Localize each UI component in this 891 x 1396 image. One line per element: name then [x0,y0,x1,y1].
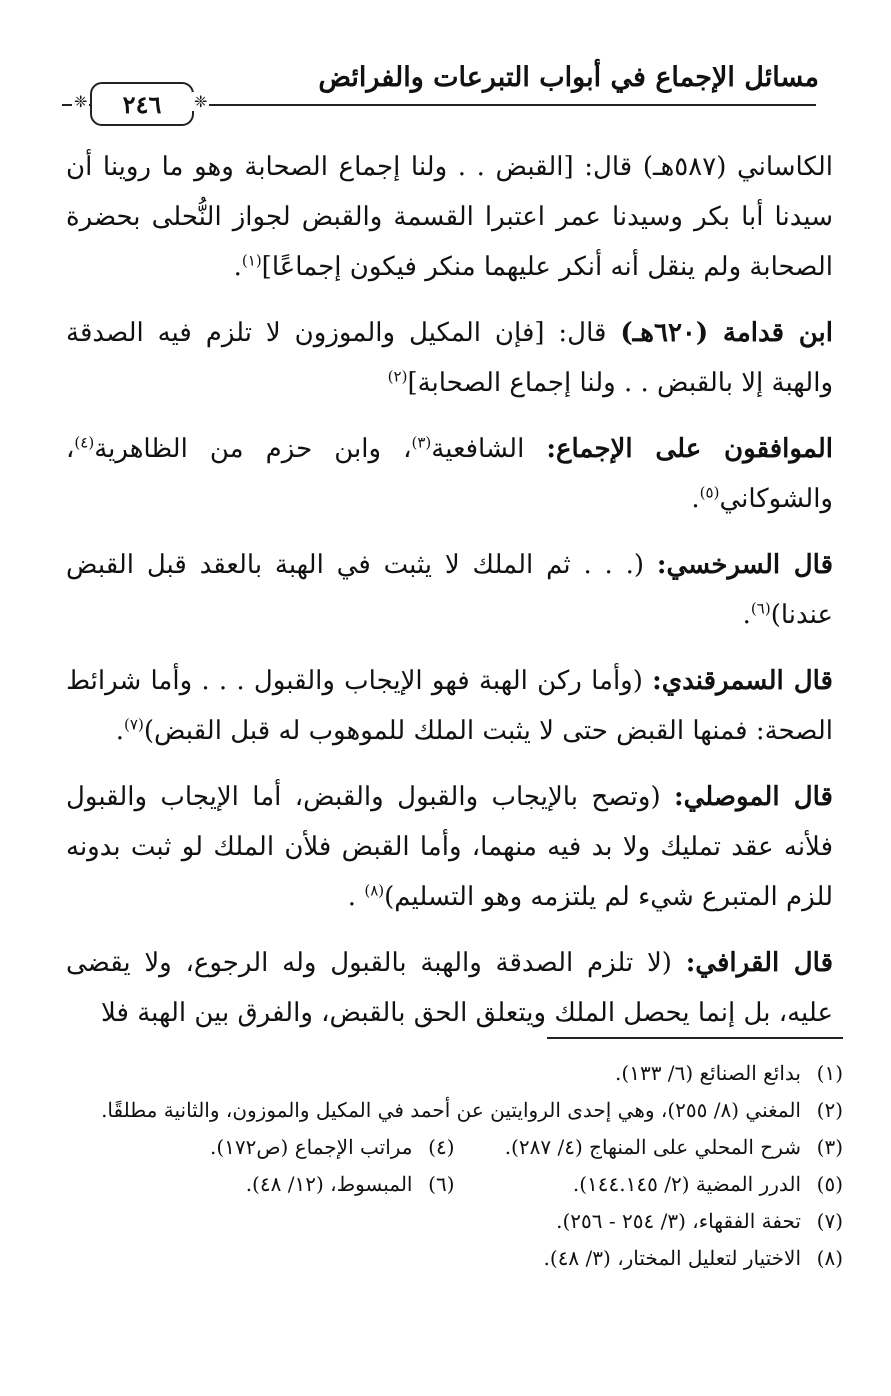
footnote-text: المغني (٨/ ٢٥٥)، وهي إحدى الروايتين عن أحمد في المكيل والموزون، والثانية مطلقًا. [101,1098,801,1122]
ornament-left-icon: ❈ [74,92,88,111]
paragraph-lead: قال الموصلي: [674,782,833,812]
footnote-5 [455,1166,844,1203]
paragraph-text: الكاساني (٥٨٧هـ) قال: [القبض . . ولنا إجماع الصحابة وهو ما روينا أن سيدنا أبا بكر وسيدنا عمر اعتبرا القسمة والقبض لجواز النُّحلى بحضرة الصحابة ولم ينقل أنه أنكر عليهما منكر فيكون إجماعًا] [66,152,833,282]
paragraph-lead: قال السرخسي: [656,550,833,580]
footnote-8 [66,1240,843,1277]
ornament-right-icon: ❈ [194,92,208,111]
footnote-ref: (٥) [699,483,720,502]
paragraph-end: . [347,882,365,912]
footnote-number: (٥) [816,1172,843,1196]
paragraph-sarakhsi [66,540,833,640]
footnote-number: (٣) [816,1135,843,1159]
main-text [66,142,833,1054]
paragraph-text: ، وابن حزم من الظاهرية [94,434,412,464]
footnote-2 [66,1092,843,1129]
paragraph-text: الشافعية [431,434,547,464]
paragraph-text: (وأما ركن الهبة فهو الإيجاب والقبول . . . وأما شرائط الصحة: فمنها القبض حتى لا يثبت الملك للموهوب له قبل القبض) [66,666,833,746]
footnote-number: (٨) [816,1246,843,1270]
footnote-ref: (٤) [74,433,95,452]
footnote-row [66,1129,843,1166]
paragraph-lead: ابن قدامة (٦٢٠هـ) [620,318,834,348]
page-number: ٢٤٦ [90,82,194,126]
running-title: مسائل الإجماع في أبواب التبرعات والفرائض [318,62,819,93]
footnote-ref: (٦) [750,599,771,618]
footnote-number: (٢) [816,1098,843,1122]
footnote-text: تحفة الفقهاء، (٣/ ٢٥٤ - ٢٥٦). [556,1209,801,1233]
paragraph-lead: قال السمرقندي: [652,666,833,696]
footnotes [66,1055,843,1277]
paragraph-end: . [115,716,125,746]
footnote-number: (٤) [428,1135,455,1159]
paragraph-ibn-qudama [66,308,833,408]
paragraph-text: (. . . ثم الملك لا يثبت في الهبة بالعقد قبل القبض عندنا) [66,550,833,630]
footnote-ref: (١) [241,251,262,270]
footnote-6 [66,1166,455,1203]
footnote-text: المبسوط، (١٢/ ٤٨). [245,1172,413,1196]
footnote-row [66,1166,843,1203]
paragraph-text: (وتصح بالإيجاب والقبول والقبض، أما الإيجاب والقبول فلأنه عقد تمليك ولا بد فيه منهما، وأما القبض فلأن الملك لو ثبت بدونه للزم المتبرع شيء لم يلتزمه وهو التسليم) [66,782,833,912]
footnote-ref: (٢) [387,367,408,386]
paragraph-agreeing [66,424,833,524]
footnote-ref: (٣) [411,433,432,452]
footnote-7 [66,1203,843,1240]
paragraph-text: ، والشوكاني [66,434,833,514]
footnote-text: الدرر المضية (٢/ ١٤٤.١٤٥). [572,1172,801,1196]
paragraph-mawsili [66,772,833,922]
paragraph-end: . [691,484,700,514]
footnote-number: (١) [816,1061,843,1085]
footnote-text: مراتب الإجماع (ص١٧٢). [209,1135,413,1159]
footnote-number: (٧) [816,1209,843,1233]
paragraph-end: . [233,252,242,282]
paragraph-samarqandi [66,656,833,756]
footnote-4 [66,1129,455,1166]
footnote-3 [455,1129,844,1166]
paragraph-lead: قال القرافي: [685,948,834,978]
paragraph-text: (لا تلزم الصدقة والهبة بالقبول وله الرجوع، ولا يقضى عليه، بل إنما يحصل الملك ويتعلق الحق بالقبض، والفرق بين الهبة فلا [66,948,833,1028]
footnote-number: (٦) [428,1172,455,1196]
paragraph-text: قال: [فإن المكيل والموزون لا تلزم فيه الصدقة والهبة إلا بالقبض . . ولنا إجماع الصحابة] [66,318,833,398]
paragraph-qarafi [66,938,833,1038]
footnote-ref: (٨) [364,881,385,900]
footnote-1 [66,1055,843,1092]
footnote-text: شرح المحلي على المنهاج (٤/ ٢٨٧). [504,1135,801,1159]
footnote-ref: (٧) [124,715,144,734]
footnote-text: بدائع الصنائع (٦/ ١٣٣). [615,1061,801,1085]
footnote-rule [547,1037,843,1039]
paragraph-end: . [742,600,751,630]
footnote-text: الاختيار لتعليل المختار، (٣/ ٤٨). [543,1246,801,1270]
paragraph-lead: الموافقون على الإجماع: [546,434,833,464]
paragraph-kasani [66,142,833,292]
